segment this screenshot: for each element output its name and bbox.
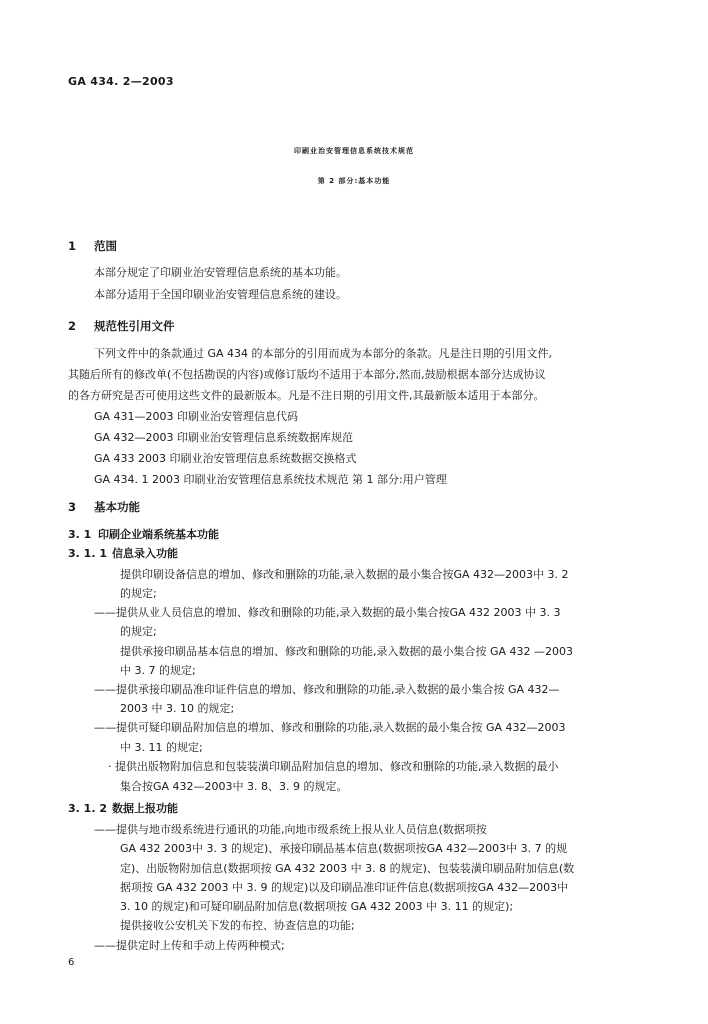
- list-item-line: 提供印刷设备信息的增加、修改和删除的功能,录入数据的最小集合按GA 432—2003中 3. 2: [120, 568, 569, 581]
- document-subtitle: 第 2 部分:基本功能: [317, 177, 391, 185]
- list-item-line: ——提供与地市级系统进行通讯的功能,向地市级系统上报从业人员信息(数据项按: [94, 823, 487, 836]
- list-item-line: 的规定;: [120, 587, 157, 600]
- section-3-heading: [68, 499, 140, 515]
- list-item-line: GA 432 2003中 3. 3 的规定)、承接印刷品基本信息(数据项按GA 432—2003中 3. 7 的规: [120, 842, 568, 855]
- page-number: 6: [68, 957, 75, 968]
- section-2-para-line: 的各方研究是否可使用这些文件的最新版本。凡是不注日期的引用文件,其最新版本适用于本部分。: [68, 389, 545, 402]
- subsection-number: 3. 1: [68, 528, 92, 541]
- section-2-para-line: 其随后所有的修改单(不包括勘误的内容)或修订版均不适用于本部分,然而,鼓励根据本部分达成协议: [68, 368, 546, 381]
- section-2-heading: [68, 318, 175, 334]
- section-3-title: 基本功能: [94, 500, 140, 514]
- document-title: 印刷业治安管理信息系统技术规范: [294, 147, 414, 155]
- list-item-line: 提供承接印刷品基本信息的增加、修改和删除的功能,录入数据的最小集合按 GA 432 —2003: [120, 645, 574, 658]
- section-1-number: 1: [68, 239, 77, 253]
- list-item-line: 定)、出版物附加信息(数据项按 GA 432 2003 中 3. 8 的规定)、包装装潢印刷品附加信息(数: [120, 862, 575, 875]
- list-item-line: · 提供出版物附加信息和包装装潢印刷品附加信息的增加、修改和删除的功能,录入数据的最小: [108, 760, 559, 773]
- subsection-title: 印刷企业端系统基本功能: [98, 528, 219, 541]
- reference-item: GA 432—2003 印刷业治安管理信息系统数据库规范: [94, 431, 354, 444]
- reference-item: GA 431—2003 印刷业治安管理信息代码: [94, 410, 299, 423]
- subsection-number: 3. 1. 1: [68, 547, 107, 560]
- section-3-number: 3: [68, 500, 77, 514]
- subsection-3-1-2-heading: [68, 800, 178, 816]
- reference-item: GA 433 2003 印刷业治安管理信息系统数据交换格式: [94, 452, 357, 465]
- list-item-line: 中 3. 11 的规定;: [120, 741, 203, 754]
- section-2-para-line: 下列文件中的条款通过 GA 434 的本部分的引用而成为本部分的条款。凡是注日期的引用文件,: [94, 347, 553, 360]
- section-1-paragraph-1: 本部分规定了印刷业治安管理信息系统的基本功能。: [94, 266, 347, 279]
- section-1-paragraph-2: 本部分适用于全国印刷业治安管理信息系统的建设。: [94, 288, 347, 301]
- list-item-line: 中 3. 7 的规定;: [120, 664, 196, 677]
- section-1-heading: [68, 238, 117, 254]
- list-item-line: 2003 中 3. 10 的规定;: [120, 702, 235, 715]
- list-item-line: 3. 10 的规定)和可疑印刷品附加信息(数据项按 GA 432 2003 中 3. 11 的规定);: [120, 900, 514, 913]
- list-item-line: ——提供可疑印刷品附加信息的增加、修改和删除的功能,录入数据的最小集合按 GA 432—2003: [94, 721, 566, 734]
- subsection-3-1-heading: [68, 526, 219, 542]
- subsection-3-1-1-heading: [68, 545, 178, 561]
- section-2-number: 2: [68, 319, 77, 333]
- section-1-title: 范围: [94, 239, 117, 253]
- list-item-line: ——提供从业人员信息的增加、修改和删除的功能,录入数据的最小集合按GA 432 2003 中 3. 3: [94, 606, 561, 619]
- list-item-line: 据项按 GA 432 2003 中 3. 9 的规定)以及印刷品准印证件信息(数据项按GA 432—2003中: [120, 881, 569, 894]
- standard-number: GA 434. 2—2003: [68, 75, 174, 88]
- section-2-title: 规范性引用文件: [94, 319, 175, 333]
- list-item-line: ——提供承接印刷品准印证件信息的增加、修改和删除的功能,录入数据的最小集合按 GA 432—: [94, 683, 560, 696]
- list-item-line: ——提供定时上传和手动上传两种模式;: [94, 939, 285, 952]
- subsection-title: 数据上报功能: [112, 802, 178, 815]
- subsection-number: 3. 1. 2: [68, 802, 107, 815]
- list-item-line: 集合按GA 432—2003中 3. 8、3. 9 的规定。: [120, 780, 348, 793]
- subsection-title: 信息录入功能: [112, 547, 178, 560]
- list-item-line: 的规定;: [120, 625, 157, 638]
- reference-item: GA 434. 1 2003 印刷业治安管理信息系统技术规范 第 1 部分:用户管理: [94, 473, 447, 486]
- list-item-line: 提供接收公安机关下发的布控、协查信息的功能;: [120, 919, 355, 932]
